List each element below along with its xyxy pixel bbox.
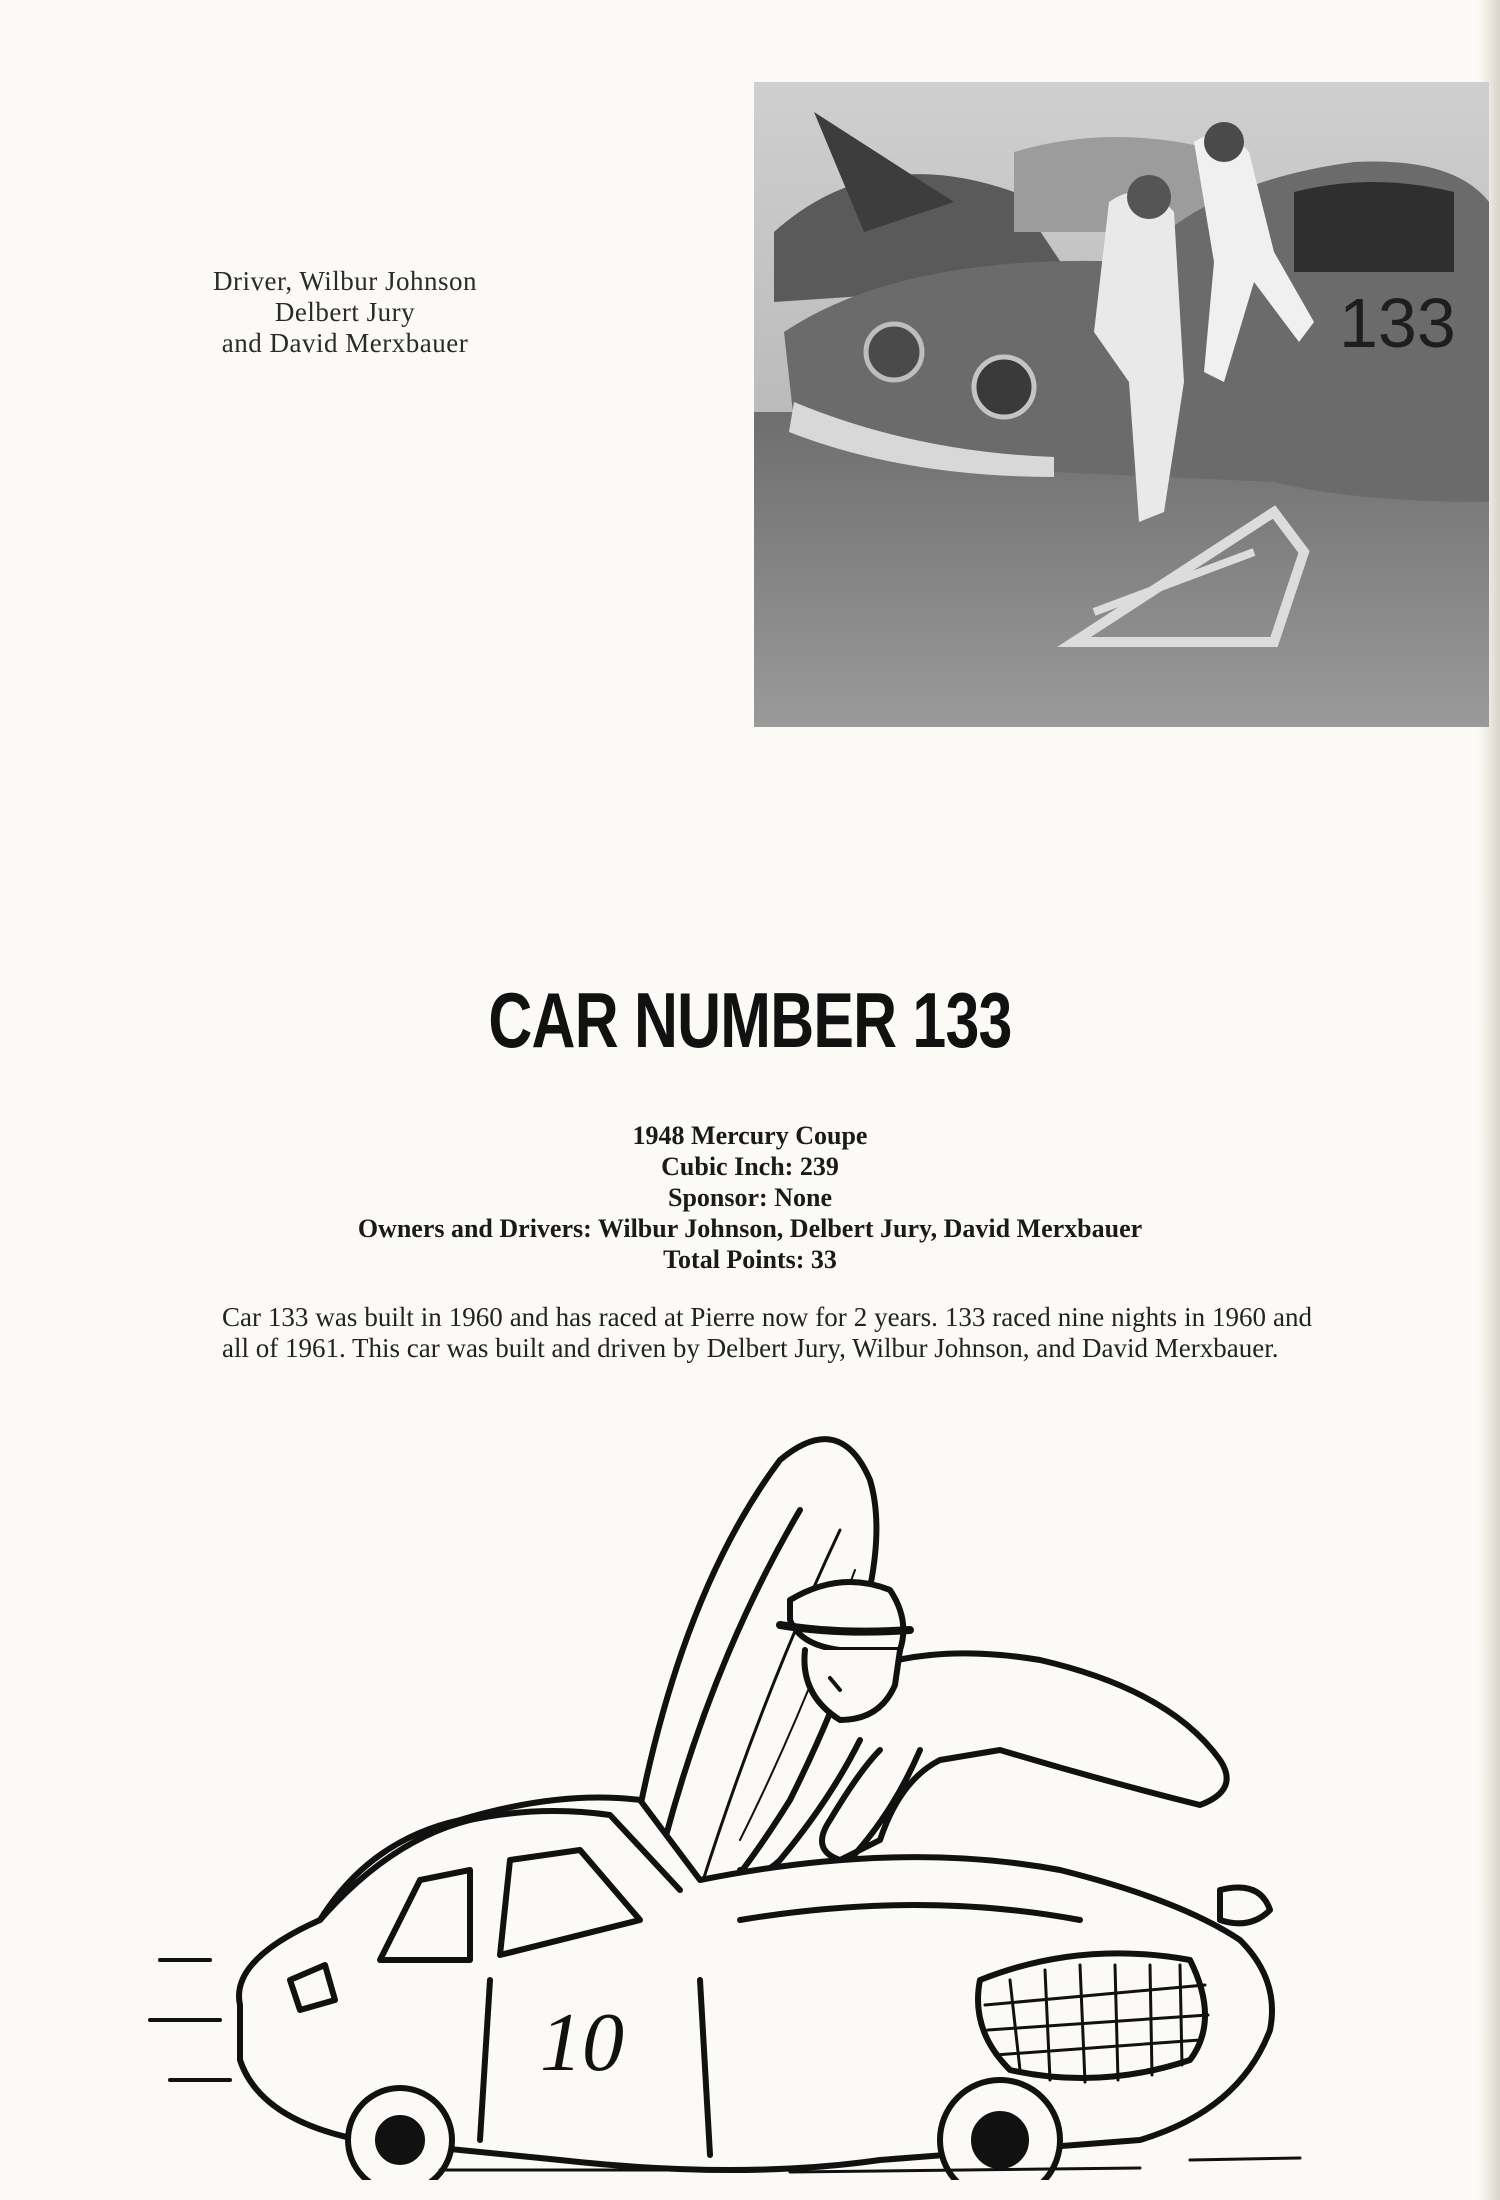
- car-model: 1948 Mercury Coupe: [632, 1121, 868, 1150]
- photo-caption: [150, 266, 540, 359]
- photo-car-number: 133: [1339, 284, 1456, 362]
- race-car-photo: [754, 82, 1489, 727]
- sponsor-value: None: [774, 1183, 832, 1212]
- cubic-inch-value: 239: [799, 1152, 839, 1181]
- caption-line-1: Driver, Wilbur Johnson: [212, 266, 478, 296]
- page-title: CAR NUMBER 133: [488, 976, 1012, 1064]
- caption-line-3: and David Merxbauer: [221, 328, 469, 358]
- cubic-inch-line: [0, 1151, 1500, 1182]
- car-description: Car 133 was built in 1960 and has raced at Pierre now for 2 years. 133 raced nine nights in 1960 and all of 1961. This car was built and driven by Delbert Jury, Wilbur Johnson, and David Merxbauer.: [222, 1302, 1312, 1363]
- car-specs: [0, 1120, 1500, 1275]
- points-value: 33: [810, 1245, 837, 1274]
- points-line: [0, 1244, 1500, 1275]
- owners-value: Wilbur Johnson, Delbert Jury, David Merxbauer: [597, 1214, 1143, 1243]
- sponsor-line: [0, 1182, 1500, 1213]
- mechanic-cartoon: [140, 1420, 1340, 2184]
- owners-line: [0, 1213, 1500, 1244]
- cartoon-door-number: 10: [540, 1996, 624, 2089]
- caption-line-2: Delbert Jury: [274, 297, 416, 327]
- cubic-inch-label: Cubic Inch:: [661, 1152, 794, 1181]
- points-label: Total Points:: [663, 1245, 805, 1274]
- sponsor-label: Sponsor:: [668, 1183, 768, 1212]
- owners-label: Owners and Drivers:: [357, 1214, 592, 1243]
